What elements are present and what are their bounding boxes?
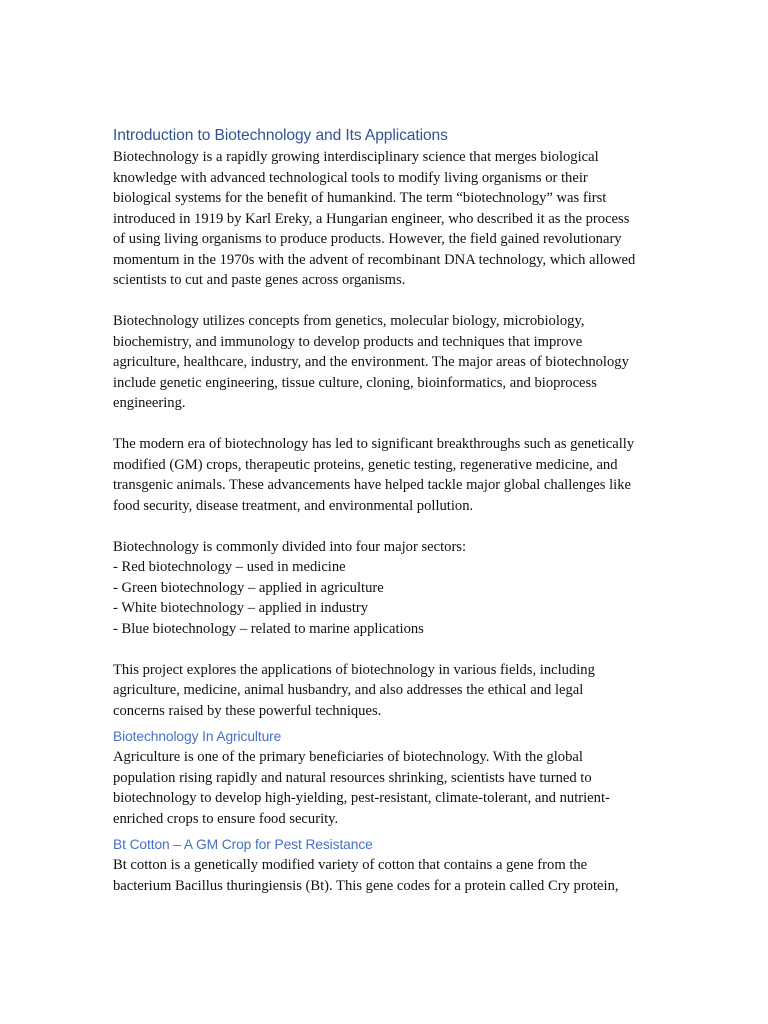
intro-paragraph-3: The modern era of biotechnology has led to significant breakthroughs such as genetically modified (GM) crops, therapeutic proteins, genetic testing, regenerative medicine, and transgenic animals. These advancements have helped tackle major global challenges like food security, disease treatment, and environmental pollution. (113, 436, 635, 514)
paragraph-spacer (113, 291, 658, 312)
list-item: - Blue biotechnology – related to marine applications (113, 620, 424, 637)
sectors-intro: Biotechnology is commonly divided into four major sectors: (113, 538, 467, 555)
intro-paragraph-2: Biotechnology utilizes concepts from genetics, molecular biology, microbiology, biochemistry, and immunology to develop products and techniques that improve agriculture, healthcare, industry, and the environment. The major areas of biotechnology include genetic engineering, tissue culture, cloning, bioinformatics, and bioprocess engineering. (113, 313, 629, 411)
section-body-agriculture: Agriculture is one of the primary beneficiaries of biotechnology. With the global population rising rapidly and natural resources shrinking, scientists have turned to biotechnology to develop high-yielding, pest-resistant, climate-tolerant, and nutrient- enriched crops to ensure food security. (113, 749, 610, 827)
section-body-bt-cotton: Bt cotton is a genetically modified variety of cotton that contains a gene from the bacterium Bacillus thuringiensis (Bt). This gene codes for a protein called Cry protein, (113, 857, 619, 894)
list-item: - White biotechnology – applied in industry (113, 600, 369, 616)
section-heading-bt-cotton: Bt Cotton – A GM Crop for Pest Resistance (113, 837, 373, 852)
list-item: - Red biotechnology – used in medicine (113, 559, 346, 575)
paragraph-spacer (113, 414, 658, 435)
sectors-list (113, 557, 658, 639)
paragraph-spacer (113, 639, 658, 660)
list-item: - Green biotechnology – applied in agriculture (113, 579, 384, 596)
intro-paragraph-1: Biotechnology is a rapidly growing interdisciplinary science that merges biological knowledge with advanced technological tools to modify living organisms or their biological systems for the benefit of humankind. The term “biotechnology” was first introduced in 1919 by Karl Ereky, a Hungarian engineer, who described it as the process of using living organisms to produce products. However, the field gained revolutionary momentum in the 1970s with the advent of recombinant DNA technology, which allowed scientists to cut and paste genes across organisms. (113, 149, 636, 288)
document-page (113, 124, 658, 896)
paragraph-spacer (113, 516, 658, 537)
intro-paragraph-4: This project explores the applications of biotechnology in various fields, including agriculture, medicine, animal husbandry, and also addresses the ethical and legal concerns raised by these powerful techniques. (113, 661, 595, 719)
section-heading-agriculture: Biotechnology In Agriculture (113, 729, 282, 744)
document-title: Introduction to Biotechnology and Its Applications (113, 127, 448, 144)
